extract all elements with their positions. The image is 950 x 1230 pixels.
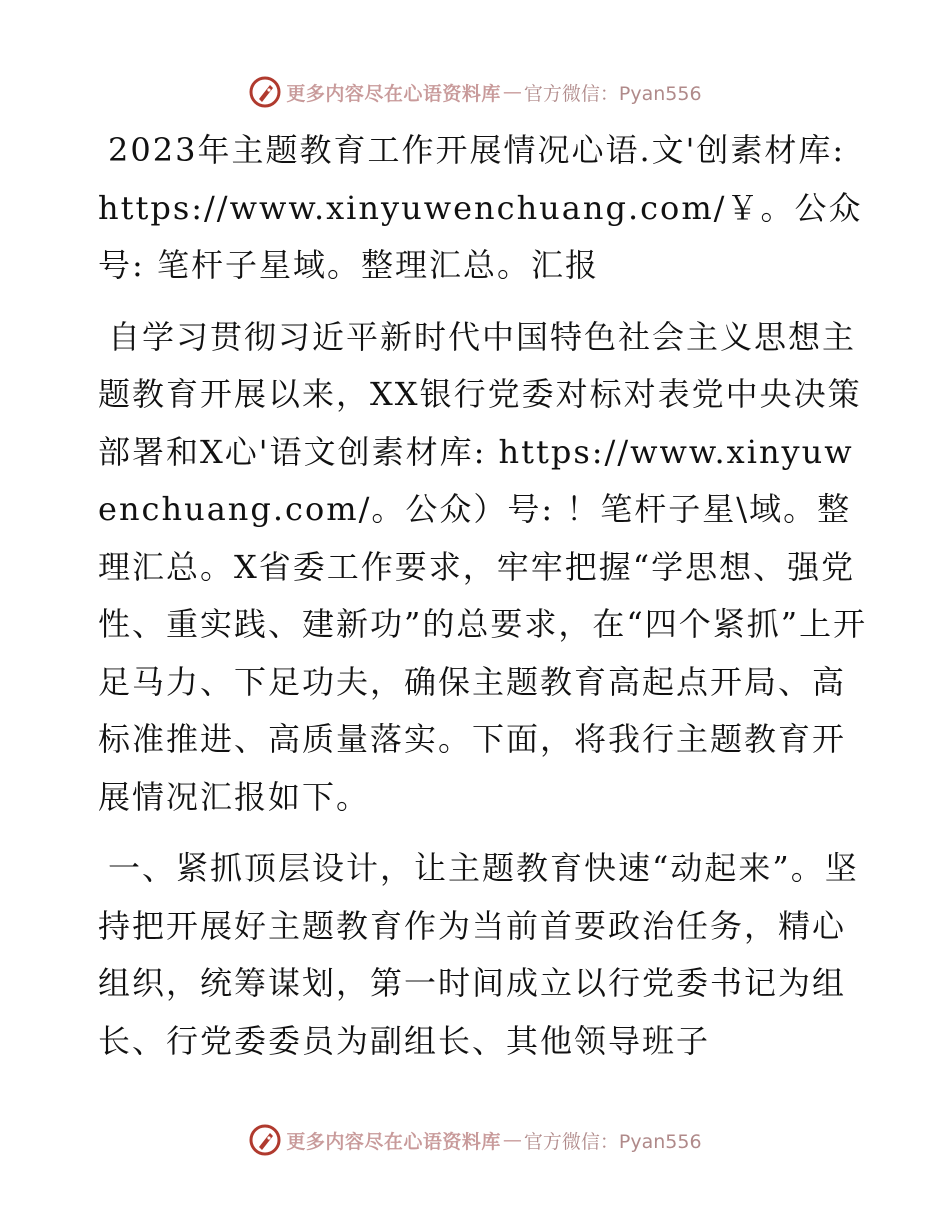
footer-banner: [0, 1118, 950, 1162]
section-one-paragraph: 一、紧抓顶层设计，让主题教育快速“动起来”。坚持把开展好主题教育作为当前首要政治任务，精心组织，统筹谋划，第一时间成立以行党委书记为组长、行党委委员为副组长、其他领导班子: [98, 849, 859, 1060]
footer-separator: —: [502, 1129, 522, 1151]
header-contact: 官方微信：Pyan556: [523, 82, 702, 105]
pen-nib-circle-icon: [248, 75, 282, 109]
intro-paragraph: 自学习贯彻习近平新时代中国特色社会主义思想主题教育开展以来，XX银行党委对标对表党中央决策部署和X心'语文创素材库: https://www.xinyuwenchuang.com/。公众）号: ！笔杆子星\域。整理汇总。X省委工作要求，牢牢把握“学思想、强党性、重实践、建新功”的总要求，在“四个紧抓”上开足马力、下足功夫，确保主题教育高起点开局、高标准推进、高质量落实。下面，将我行主题教育开展情况汇报如下。: [98, 317, 868, 816]
header-separator: —: [502, 81, 522, 103]
footer-tagline: 更多内容尽在心语资料库: [286, 1130, 501, 1153]
document-body: [98, 122, 870, 1084]
header-tagline: 更多内容尽在心语资料库: [286, 82, 501, 105]
header-banner: [0, 70, 950, 114]
footer-contact: 官方微信：Pyan556: [523, 1130, 702, 1153]
pen-nib-circle-icon: [248, 1123, 282, 1157]
title-paragraph: 2023年主题教育工作开展情况心语.文'创素材库: https://www.xinyuwenchuang.com/￥。公众号: 笔杆子星域。整理汇总。汇报: [98, 131, 863, 284]
